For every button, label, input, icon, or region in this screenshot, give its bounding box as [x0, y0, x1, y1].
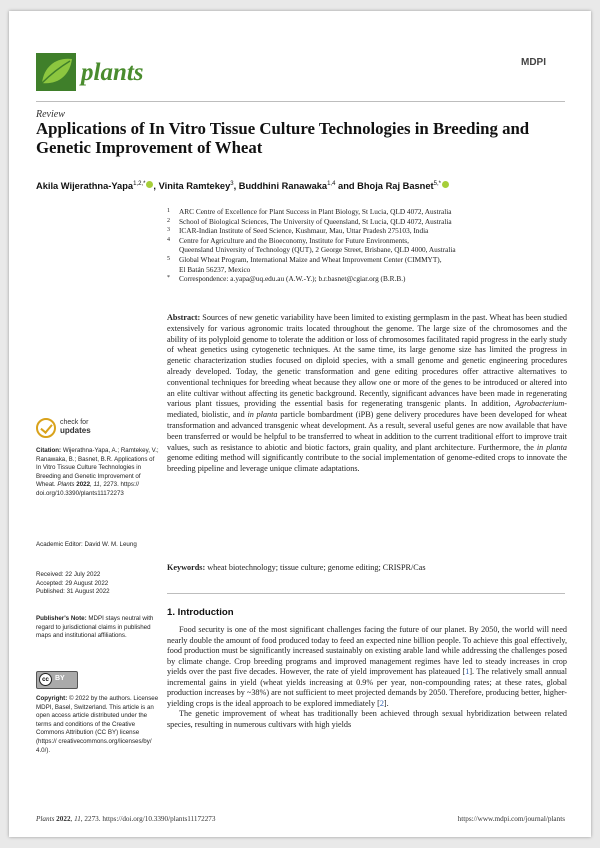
keywords-label: Keywords:	[167, 563, 206, 572]
affiliation-row	[167, 265, 577, 275]
abstract-label: Abstract:	[167, 313, 201, 322]
copyright-label: Copyright:	[36, 695, 68, 702]
affiliation-text: El Batán 56237, Mexico	[179, 264, 251, 274]
intro-text: Food security is one of the most significant challenges facing the future of our planet. By 2050, the world will need nearly double the amount of food produced today to feed an expected nine billion people. To achieve this goal effectively, food production must be significantly increased sustainably on existing arable land while addressing the challenges posed by climate change. Crop breeding programs and improved management regimes have led to steady increases in crop yields over the past five decades. However, the rate of yield improvement has plateaued [	[167, 625, 567, 676]
keywords-text: wheat biotechnology; tissue culture; genome editing; CRISPR/Cas	[205, 563, 426, 572]
author-affiliation-mark: 1,2,*	[133, 181, 146, 187]
affiliation-row	[167, 236, 577, 246]
footer-journal: Plants	[36, 815, 55, 823]
footer-volume: , 11	[70, 815, 81, 823]
header-rule	[36, 101, 565, 102]
article-title: Applications of In Vitro Tissue Culture Technologies in Breeding and Genetic Improvement of Wheat	[36, 119, 530, 157]
section-rule	[167, 593, 565, 594]
publisher-note-text: MDPI stays neutral with regard to jurisdictional claims in published maps and institutional affiliations.	[36, 615, 154, 640]
affiliation-row	[167, 245, 577, 255]
received-date: Received: 22 July 2022	[36, 571, 101, 578]
affiliation-mark: 2	[167, 217, 170, 224]
published-date: Published: 31 August 2022	[36, 588, 110, 596]
affiliation-text: Queensland University of Technology (QUT), 2 George Street, Brisbane, QLD 4000, Australia	[179, 245, 456, 255]
check-updates-label: check for updates	[60, 419, 91, 435]
affiliation-text: Centre for Agriculture and the Bioeconomy, Institute for Future Environments,	[179, 235, 409, 245]
citation-link[interactable]: 1	[465, 667, 470, 676]
author-affiliation-mark: 1,4	[327, 181, 336, 187]
check-updates-icon	[36, 418, 56, 438]
section-heading: 1. Introduction	[167, 607, 234, 618]
affiliation-row	[167, 207, 577, 217]
orcid-icon[interactable]	[442, 181, 449, 188]
author-name: Buddhini Ranawaka	[238, 181, 328, 192]
dates-block	[36, 571, 160, 597]
affiliation-text: Global Wheat Program, International Maize and Wheat Improvement Center (CIMMYT),	[179, 254, 442, 264]
author-name: Vinita Ramtekey	[158, 181, 231, 192]
abstract-text: genome editing method will significantly contribute to the social implementation of genome-edited crops to innovate the breeding pipeline and leverage unique climate adaptations.	[167, 453, 567, 474]
abstract-text: -mediated, biolistic, and	[167, 399, 567, 420]
affiliation-mark: 3	[167, 227, 170, 234]
affiliation-row	[167, 217, 577, 227]
correspondence-row	[167, 274, 577, 284]
footer-journal-url[interactable]: https://www.mdpi.com/journal/plants	[457, 815, 565, 823]
footer-doi[interactable]: , 2273. https://doi.org/10.3390/plants11172273	[80, 815, 216, 823]
orcid-icon[interactable]	[146, 181, 153, 188]
journal-name: plants	[81, 59, 144, 86]
affiliation-mark: 1	[167, 208, 170, 214]
intro-text: The genetic improvement of wheat has traditionally been achieved through sexual hybridization between related species, resulting in numerous cultivars with high yields	[167, 709, 567, 729]
abstract-text: in planta	[247, 410, 278, 420]
citation-journal: Plants	[57, 481, 75, 489]
cc-by-license-badge[interactable]	[36, 671, 78, 689]
publisher-note-label: Publisher's Note:	[36, 615, 87, 622]
keywords	[167, 563, 567, 574]
cc-by-label: BY	[55, 675, 65, 682]
creative-commons-icon: cc	[39, 673, 52, 686]
affiliation-row	[167, 255, 577, 265]
affiliation-text: School of Biological Sciences, The University of Queensland, St Lucia, QLD 4072, Australia	[179, 216, 452, 226]
check-for-updates[interactable]	[36, 416, 126, 442]
author-affiliation-mark: 5,*	[433, 181, 441, 187]
accepted-date: Accepted: 29 August 2022	[36, 579, 109, 587]
page-footer	[36, 815, 565, 823]
citation-doi[interactable]: , 2273. https:// doi.org/10.3390/plants11172273	[36, 481, 140, 497]
abstract	[167, 313, 567, 475]
citation-volume: , 11	[90, 481, 100, 489]
author-name: Bhoja Raj Basnet	[357, 181, 434, 192]
affiliation-mark: 5	[167, 255, 170, 262]
author-affiliation-mark: 3	[230, 181, 234, 187]
citation-label: Citation:	[36, 447, 62, 454]
citation-text: Wijerathna-Yapa, A.; Ramtekey, V.; Ranawaka, B.; Basnet, B.R. Applications of In Vitro Tissue Culture Technologies in Breeding and Genetic Improvement of Wheat.	[36, 447, 159, 489]
citation-block	[36, 447, 160, 499]
correspondence-text: Correspondence: a.yapa@uq.edu.au (A.W.-Y.); b.r.basnet@cgiar.org (B.R.B.)	[179, 274, 406, 284]
citation-year: 2022	[74, 481, 91, 489]
affiliation-text: ARC Centre of Excellence for Plant Success in Plant Biology, St Lucia, QLD 4072, Australia	[179, 207, 452, 216]
article-type: Review	[36, 109, 65, 120]
copyright-block	[36, 695, 160, 755]
journal-logo	[36, 53, 166, 97]
leaf-logo-icon	[36, 53, 76, 91]
publisher-logo: MDPI	[521, 57, 546, 68]
abstract-text: particle bombardment (iPB) gene delivery procedures have been developed for wheat transformation and advanced transgenic wheat development. As a result, several useful genes are now available that have been transferred or would be helpful to be transferred to wheat in addition to the current traditional effort to improve trait values, such as resistance to abiotic and biotic factors, grain quality, and plant architecture. Furthermore, the	[167, 410, 567, 452]
affiliation-mark: *	[167, 275, 170, 282]
author-list: Akila Wijerathna-Yapa$^{1,2,*}$ , Vinita Ramtekey$^3$, Buddhini Ranawaka$^{1,4}$ and Bhoja Raj Basnet$^{5,*}$	[36, 181, 576, 191]
intro-text: ].	[383, 698, 389, 708]
intro-text: ]. The relatively small annual incremental gains in yield (wheat yields increasing at 0.9% per year, non-compounding rates; at these rates, global production increases by ~38%) are not sufficient to meet projected demands by 2050. Therefore, producing better, higher-yielding crops is the ideal approach to be explored immediately [	[167, 667, 567, 708]
intro-paragraph	[167, 625, 567, 730]
copyright-text: © 2022 by the authors. Licensee MDPI, Basel, Switzerland. This article is an open access article distributed under the terms and conditions of the Creative Commons Attribution (CC BY) license (https:// creativecommons.org/licenses/by/ 4.0/).	[36, 695, 159, 754]
affiliation-mark: 4	[167, 236, 170, 243]
abstract-text: Sources of new genetic variability have been limited to existing germplasm in the past. Wheat has been studied extensively for various agronomic traits located throughout the genome. The large size of the chromosomes and the ability of its polyploid genome to tolerate the addition or loss of chromosomes facilitated rapid progress in the early study of wheat genetics using cytogenetic techniques. At the same time, its large genome size has limited the progress in genetic characterization studies focused on diploid species, with a small genome and genetic engineering procedures already developed. Today, the genetic transformation and gene editing procedures offer attractive alternatives to conventional techniques for breeding wheat because they allow one or more of the genes to be introduced or altered into an elite cultivar without affecting its genetic background. Recently, significant advances have been made in regenerating various plant tissues, providing the essential basis for regenerating transgenic plants. In addition,	[167, 313, 567, 409]
abstract-text: in planta	[536, 442, 568, 452]
citation-link[interactable]: 2	[379, 698, 384, 708]
academic-editor: Academic Editor: David W. M. Leung	[36, 541, 137, 548]
publisher-note	[36, 615, 160, 641]
paper-page	[9, 11, 591, 837]
abstract-text: Agrobacterium	[514, 399, 565, 409]
footer-year: 2022	[54, 815, 71, 823]
affiliations	[167, 207, 577, 284]
affiliation-text: ICAR-Indian Institute of Seed Science, Kushmaur, Mau, Uttar Pradesh 275103, India	[179, 226, 429, 236]
authors-conjunction: and	[338, 181, 355, 192]
affiliation-row	[167, 226, 577, 236]
author-name: Akila Wijerathna-Yapa	[36, 181, 134, 192]
